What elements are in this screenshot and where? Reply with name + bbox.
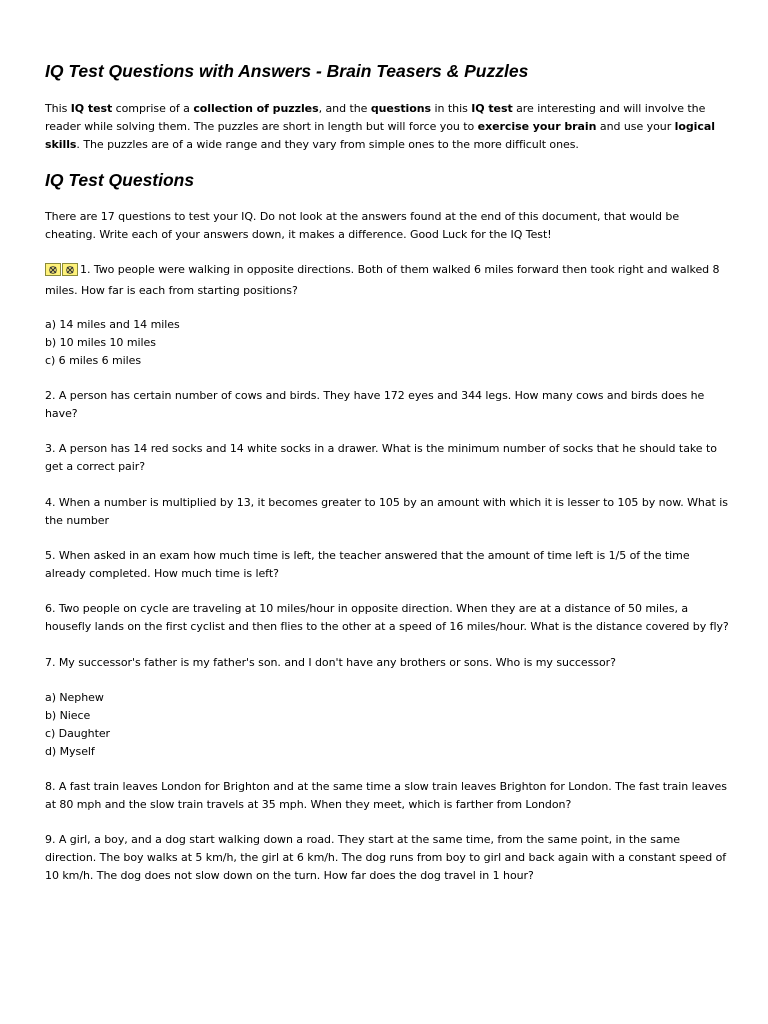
option-c: c) Daughter xyxy=(45,727,111,740)
option-d: d) Myself xyxy=(45,745,95,758)
repair-icon xyxy=(62,263,78,276)
question-7: 7. My successor's father is my father's son. and I don't have any brothers or sons. Who is my successor? xyxy=(45,656,616,669)
instructions-paragraph: There are 17 questions to test your IQ. Do not look at the answers found at the end of this document, that would be cheating. Write each of your answers down, it makes a difference. Good Luck for the IQ Test! xyxy=(45,210,680,241)
document-title: IQ Test Questions with Answers - Brain Teasers & Puzzles xyxy=(45,61,529,81)
question-2: 2. A person has certain number of cows and birds. They have 172 eyes and 344 legs. How many cows and birds does he have? xyxy=(45,389,705,420)
section-title: IQ Test Questions xyxy=(45,170,195,190)
question-3: 3. A person has 14 red socks and 14 white socks in a drawer. What is the minimum number of socks that he should take to get a correct pair? xyxy=(45,442,717,473)
option-b: b) 10 miles 10 miles xyxy=(45,336,156,349)
keyword-questions: questions xyxy=(370,102,432,115)
keyword-exercise-your-brain: exercise your brain xyxy=(477,120,597,133)
keyword-skills: skills xyxy=(45,138,77,151)
option-a: a) 14 miles and 14 miles xyxy=(45,318,180,331)
repair-icon xyxy=(45,263,61,276)
keyword-iq-test: IQ test xyxy=(471,102,513,115)
question-1: 1. Two people were walking in opposite directions. Both of them walked 6 miles forward then took right and walked 8 miles. How far is each from starting positions? xyxy=(45,263,720,297)
keyword-logical: logical xyxy=(674,120,715,133)
question-1-options xyxy=(45,316,730,370)
question-5: 5. When asked in an exam how much time is left, the teacher answered that the amount of time left is 1/5 of the time already completed. How much time is left? xyxy=(45,549,690,580)
question-8: 8. A fast train leaves London for Brighton and at the same time a slow train leaves Brighton for London. The fast train leaves at 80 mph and the slow train travels at 35 mph. When they meet, which is farther from London? xyxy=(45,780,727,811)
repair-icons xyxy=(45,263,79,282)
keyword-collection-of-puzzles: collection of puzzles xyxy=(193,102,319,115)
question-7-options xyxy=(45,689,730,761)
option-c: c) 6 miles 6 miles xyxy=(45,354,142,367)
keyword-iq-test: IQ test xyxy=(70,102,113,115)
question-4: 4. When a number is multiplied by 13, it becomes greater to 105 by an amount with which it is lesser to 105 by now. What is the number xyxy=(45,496,728,527)
option-b: b) Niece xyxy=(45,709,91,722)
question-9: 9. A girl, a boy, and a dog start walking down a road. They start at the same time, from the same point, in the same direction. The boy walks at 5 km/h, the girl at 6 km/h. The dog runs from boy to girl and back again with a constant speed of 10 km/h. The dog does not slow down on the turn. How far does the dog travel in 1 hour? xyxy=(45,833,727,882)
question-6: 6. Two people on cycle are traveling at 10 miles/hour in opposite direction. When they are at a distance of 50 miles, a housefly lands on the first cyclist and then flies to the other at a speed of 16 miles/hour. What is the distance covered by fly? xyxy=(45,602,729,633)
option-a: a) Nephew xyxy=(45,691,104,704)
intro-paragraph: This IQ test comprise of a collection of puzzles, and the questions in this IQ test are interesting and will involve the reader while solving them. The puzzles are short in length but will force you to exercise your brain and use your logical skills. The puzzles are of a wide range and they vary from simple ones to the more difficult ones. xyxy=(45,102,715,151)
